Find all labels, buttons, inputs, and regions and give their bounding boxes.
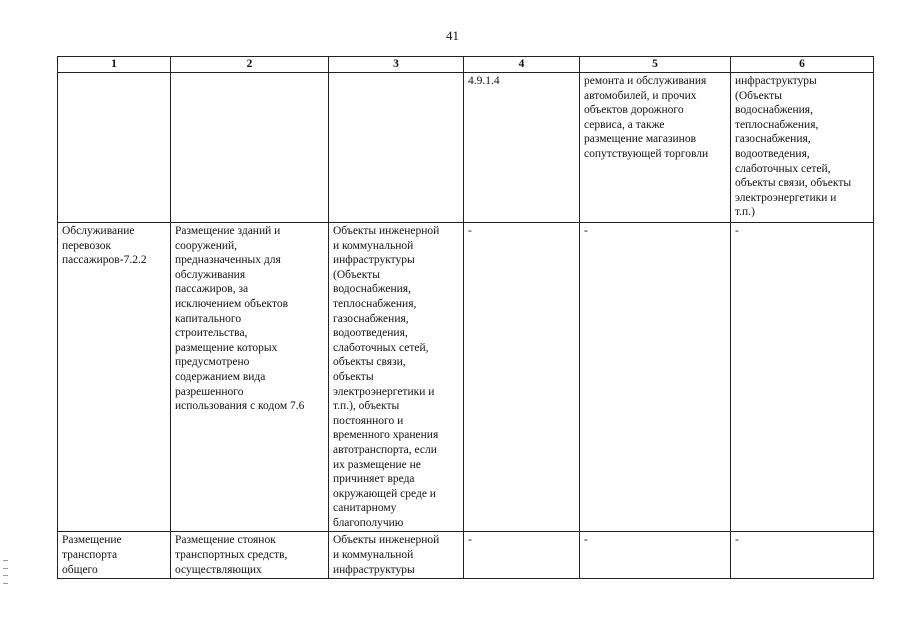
cell-text: Размещение зданий и сооружений, предназначенных для обслуживания пассажиров, за исключением объектов капитального строительства, размещение которых предусмотрено содержанием вида разрешенного использования с кодом 7.6 — [175, 225, 305, 413]
table-cell — [580, 532, 731, 579]
column-header-1: 1 — [58, 57, 171, 73]
cell-text: ремонта и обслуживания автомобилей, и прочих объектов дорожного сервиса, а также размещение магазинов сопутствующей торговли — [584, 75, 709, 160]
table-cell — [171, 532, 329, 579]
cell-text: - — [735, 225, 739, 237]
table-cell — [58, 223, 171, 532]
table-cell — [329, 223, 464, 532]
cell-text: Обслуживание перевозок пассажиров-7.2.2 — [62, 225, 147, 267]
column-header-2: 2 — [171, 57, 329, 73]
table-cell — [171, 73, 329, 223]
column-header-3: 3 — [329, 57, 464, 73]
table-cell — [464, 223, 580, 532]
cell-text: - — [584, 534, 588, 547]
table-header-row — [58, 57, 874, 73]
cell-text: Объекты инженерной и коммунальной инфраструктуры — [333, 534, 440, 576]
cell-text: инфраструктуры (Объекты водоснабжения, теплоснабжения, газоснабжения, водоотведения, слаботочных сетей, объекты связи, объекты электроэнергетики и т.п.) — [735, 75, 852, 219]
table-cell — [171, 223, 329, 532]
table-cell — [580, 223, 731, 532]
table-cell — [329, 532, 464, 579]
margin-scan-mark — [3, 560, 8, 584]
table-row — [58, 223, 874, 532]
cell-text: - — [468, 534, 472, 547]
table-cell — [329, 73, 464, 223]
table-cell — [731, 532, 874, 579]
cell-text: 4.9.1.4 — [468, 75, 500, 87]
page-number: 41 — [446, 28, 459, 43]
column-header-5: 5 — [580, 57, 731, 73]
cell-text: Размещение стоянок транспортных средств, осуществляющих — [175, 534, 288, 576]
cell-text: - — [584, 225, 588, 237]
table-cell — [731, 223, 874, 532]
cell-text: Объекты инженерной и коммунальной инфраструктуры (Объекты водоснабжения, теплоснабжения, газоснабжения, водоотведения, слаботочных сетей, объекты связи, объекты электроэнергетики и т.п.), объекты постоянного и временного хранения автотранспорта, если их размещение не причиняет вреда окружающей среде и санитарному благополучию — [333, 225, 440, 529]
table-cell — [58, 532, 171, 579]
table-cell — [464, 532, 580, 579]
land-use-table — [57, 56, 874, 579]
cell-text: Размещение транспорта общего — [62, 534, 122, 576]
table-cell — [58, 73, 171, 223]
column-header-4: 4 — [464, 57, 580, 73]
table-cell — [464, 73, 580, 223]
cell-text: - — [735, 534, 739, 547]
table-row — [58, 532, 874, 579]
table-row — [58, 73, 874, 223]
table-cell — [731, 73, 874, 223]
table-cell — [580, 73, 731, 223]
cell-text: - — [468, 225, 472, 237]
column-header-6: 6 — [731, 57, 874, 73]
